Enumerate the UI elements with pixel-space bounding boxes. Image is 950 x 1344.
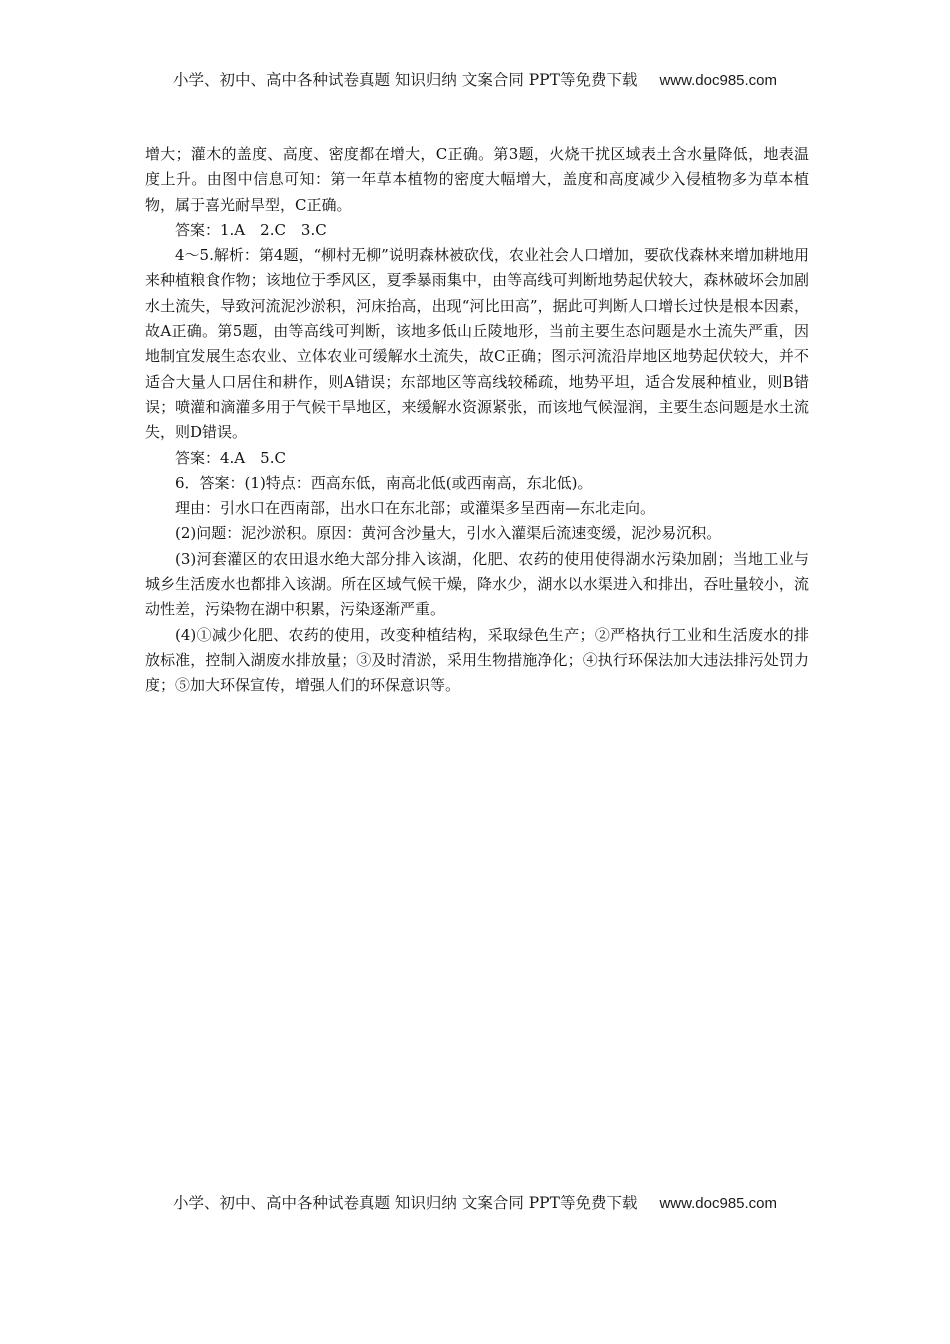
answer-6-part-1: 6．答案：(1)特点：西高东低，南高北低(或西南高，东北低)。 (175, 473, 593, 492)
answer-4-5: 答案：4.A 5.C (175, 448, 286, 467)
answer-1-3: 答案：1.A 2.C 3.C (175, 220, 327, 239)
analysis-4-5: 4～5.解析：第4题，“柳村无柳”说明森林被砍伐，农业社会人口增加，要砍伐森林来增加耕地用来种植粮食作物；该地位于季风区，夏季暴雨集中，由等高线可判断地势起伏较大，森林破坏会加剧水土流失，导致河流泥沙淤积，河床抬高，出现“河比田高”，据此可判断人口增长过快是根本因素，故A正确。第5题，由等高线可判断，该地多低山丘陵地形，当前主要生态问题是水土流失严重，因地制宜发展生态农业、立体农业可缓解水土流失，故C正确；图示河流沿岸地区地势起伏较大，并不适合大量人口居住和耕作，则A错误；东部地区等高线较稀疏，地势平坦，适合发展种植业，则B错误；喷灌和滴灌多用于气候干旱地区，来缓解水资源紧张，而该地气候湿润，主要生态问题是水土流失，则D错误。 (145, 246, 809, 442)
answer-6-reason: 理由：引水口在西南部，出水口在东北部；或灌渠多呈西南—东北走向。 (175, 499, 656, 518)
footer-text: 小学、初中、高中各种试卷真题 知识归纳 文案合同 PPT等免费下载 (172, 1194, 638, 1212)
document-body (145, 142, 809, 699)
page-footer (0, 1191, 950, 1213)
header-text: 小学、初中、高中各种试卷真题 知识归纳 文案合同 PPT等免费下载 (172, 71, 638, 89)
footer-site-url: www.doc985.com (659, 1195, 778, 1212)
header-site-url: www.doc985.com (659, 72, 778, 89)
answer-6-part-4: (4)①减少化肥、农药的使用，改变种植结构，采取绿色生产；②严格执行工业和生活废水的排放标准，控制入湖废水排放量；③及时清淤，采用生物措施净化；④执行环保法加大违法排污处罚力度；⑤加大环保宣传，增强人们的环保意识等。 (145, 625, 809, 695)
answer-6-part-3: (3)河套灌区的农田退水绝大部分排入该湖，化肥、农药的使用使得湖水污染加剧；当地工业与城乡生活废水也都排入该湖。所在区域气候干燥，降水少，湖水以水渠进入和排出，吞吐量较小，流动性差，污染物在湖中积累，污染逐渐严重。 (145, 549, 809, 619)
answer-6-part-2: (2)问题：泥沙淤积。原因：黄河含沙量大，引水入灌渠后流速变缓，泥沙易沉积。 (175, 524, 722, 543)
paragraph-continuation: 增大；灌木的盖度、高度、密度都在增大，C正确。第3题，火烧干扰区域表土含水量降低，地表温度上升。由图中信息可知：第一年草本植物的密度大幅增大，盖度和高度减少入侵植物多为草本植物，属于喜光耐旱型，C正确。 (145, 145, 809, 214)
page-header (0, 68, 950, 90)
